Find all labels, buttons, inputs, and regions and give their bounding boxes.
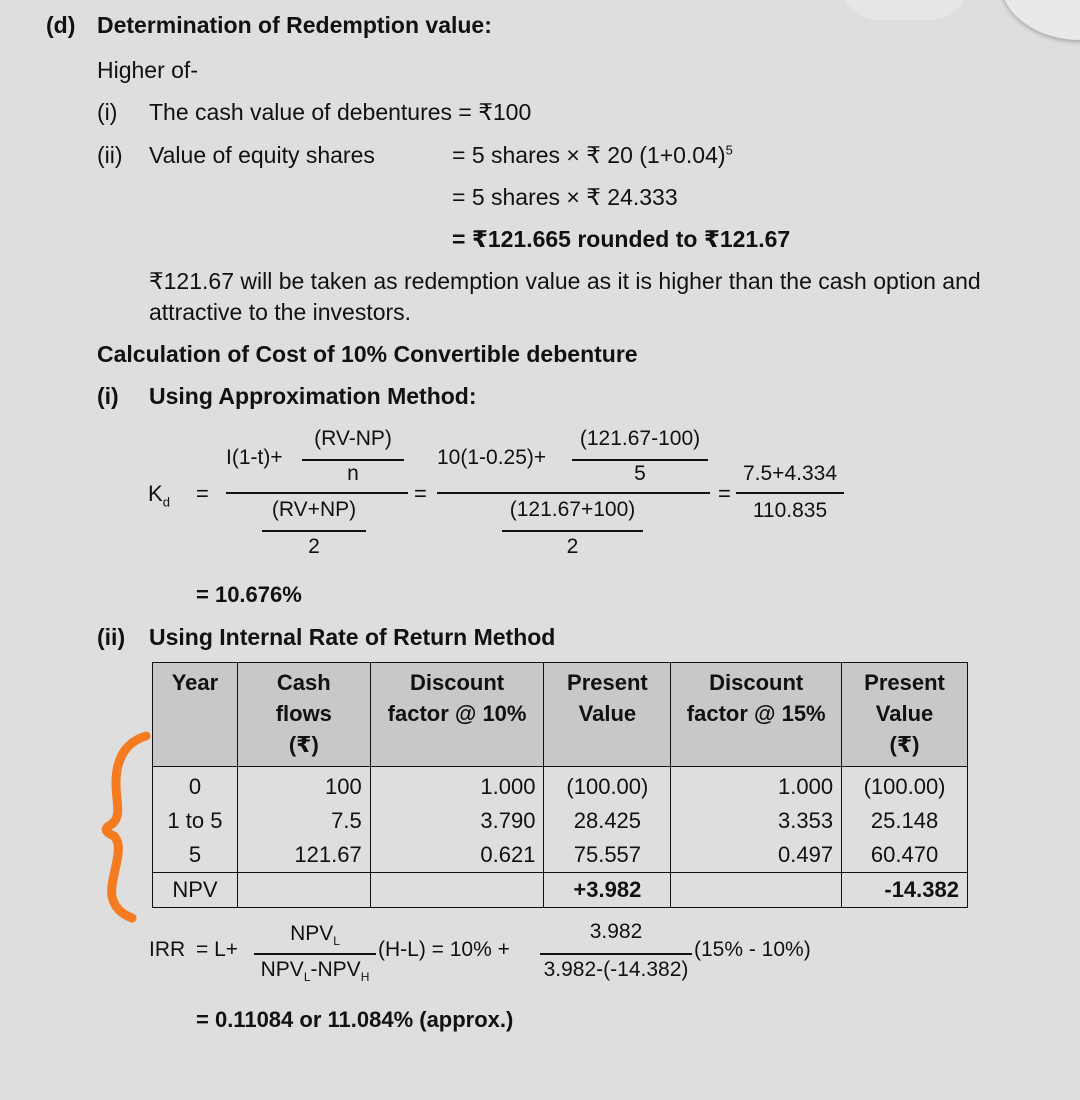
header-present-value-rs: Present Value (₹)	[842, 663, 968, 767]
formula-denominator: 5	[634, 462, 646, 485]
conclusion-line: ₹121.67 will be taken as redemption value as it is higher than the cash option and	[149, 268, 981, 294]
method-number: (i)	[97, 383, 119, 409]
npv-row	[153, 873, 968, 908]
formula-numerator: (121.67+100)	[509, 498, 636, 521]
calc-heading: Calculation of Cost of 10% Convertible debenture	[97, 341, 638, 367]
equity-calc-line: = 5 shares × ₹ 24.333	[452, 184, 678, 210]
irr-hl-term: (H-L) = 10% +	[378, 938, 510, 961]
cell-cash-flow: 7.5	[237, 804, 370, 838]
formula-denominator: 2	[308, 535, 320, 558]
higher-of-text: Higher of-	[97, 57, 198, 83]
method-number: (ii)	[97, 624, 126, 650]
formula-numerator: 7.5+4.334	[742, 462, 837, 485]
irr-table	[152, 662, 968, 908]
header-present-value: Present Value	[544, 663, 671, 767]
formula-denominator: 2	[566, 535, 579, 558]
cell-pv10: 75.557	[544, 838, 671, 873]
header-cash-flows: Cash flows (₹)	[237, 663, 370, 767]
cell-df10: 3.790	[370, 804, 544, 838]
fraction-line	[502, 530, 643, 532]
cell-pv10: (100.00)	[544, 767, 671, 805]
equals-sign: =	[718, 481, 731, 506]
equals-sign: =	[196, 481, 209, 506]
option-number: (i)	[97, 99, 118, 125]
fraction-line	[437, 492, 710, 494]
cell-npv-label: NPV	[153, 873, 238, 908]
orange-brace-annotation	[98, 728, 158, 928]
cell-df15: 3.353	[671, 804, 842, 838]
page-curl-decoration	[1000, 0, 1080, 40]
table-header-row	[153, 663, 968, 767]
cell-df15: 1.000	[671, 767, 842, 805]
cell-empty	[370, 873, 544, 908]
conclusion-line: attractive to the investors.	[149, 299, 412, 325]
cell-pv15: 25.148	[842, 804, 968, 838]
fraction-line	[540, 953, 692, 955]
fraction-line	[302, 459, 404, 461]
header-year: Year	[153, 663, 238, 767]
irr-denominator: $NPV_L-NPV_H$	[260, 958, 370, 985]
irr-denominator-value: 3.982-(-14.382)	[543, 958, 689, 981]
fraction-line	[572, 459, 708, 461]
cell-cash-flow: 100	[237, 767, 370, 805]
cell-year: 1 to 5	[153, 804, 238, 838]
equity-calc-line: = 5 shares × ₹ 20 $(1+0.04)^5$	[452, 142, 733, 168]
cell-cash-flow: 121.67	[237, 838, 370, 873]
cell-empty	[671, 873, 842, 908]
cell-df15: 0.497	[671, 838, 842, 873]
cell-year: 5	[153, 838, 238, 873]
cell-pv15: (100.00)	[842, 767, 968, 805]
page-corner-decoration	[840, 0, 970, 20]
cell-npv-10: +3.982	[544, 873, 671, 908]
fraction-line	[254, 953, 376, 955]
kd-symbol: $K_d$	[148, 481, 170, 510]
option-text: Value of equity shares	[149, 142, 375, 168]
equity-calc-result: = ₹121.665 rounded to ₹121.67	[452, 226, 791, 252]
formula-denominator: 110.835	[752, 499, 828, 522]
table-row	[153, 838, 968, 873]
formula-numerator: (RV+NP)	[271, 498, 357, 521]
kd-result: = 10.676%	[196, 582, 302, 607]
table-row	[153, 804, 968, 838]
table-row	[153, 767, 968, 805]
irr-rate-diff: (15% - 10%)	[694, 938, 811, 961]
fraction-line	[262, 530, 366, 532]
method-title: Using Approximation Method:	[149, 383, 477, 409]
section-title: Determination of Redemption value:	[97, 12, 492, 38]
cell-df10: 0.621	[370, 838, 544, 873]
fraction-line	[226, 492, 408, 494]
formula-numerator: (121.67-100)	[579, 427, 701, 450]
irr-numerator: $NPV_L$	[290, 922, 340, 949]
equals-sign: =	[414, 481, 427, 506]
header-discount-10: Discount factor @ 10%	[370, 663, 544, 767]
irr-numerator-value: 3.982	[589, 920, 643, 943]
formula-term: I(1-t)+	[226, 446, 283, 469]
irr-result: = 0.11084 or 11.084% (approx.)	[196, 1007, 514, 1032]
cell-df10: 1.000	[370, 767, 544, 805]
cell-npv-15: -14.382	[842, 873, 968, 908]
cell-pv10: 28.425	[544, 804, 671, 838]
formula-term: 10(1-0.25)+	[437, 446, 547, 469]
method-title: Using Internal Rate of Return Method	[149, 624, 556, 650]
section-label: (d)	[46, 12, 76, 38]
formula-numerator: (RV-NP)	[314, 427, 392, 450]
irr-eq-term: = L+	[196, 938, 239, 961]
irr-label: IRR	[149, 938, 186, 961]
option-text: The cash value of debentures = ₹100	[149, 99, 532, 125]
option-number: (ii)	[97, 142, 123, 168]
cell-year: 0	[153, 767, 238, 805]
cell-empty	[237, 873, 370, 908]
formula-denominator: n	[347, 462, 359, 485]
cell-pv15: 60.470	[842, 838, 968, 873]
fraction-line	[736, 492, 844, 494]
header-discount-15: Discount factor @ 15%	[671, 663, 842, 767]
